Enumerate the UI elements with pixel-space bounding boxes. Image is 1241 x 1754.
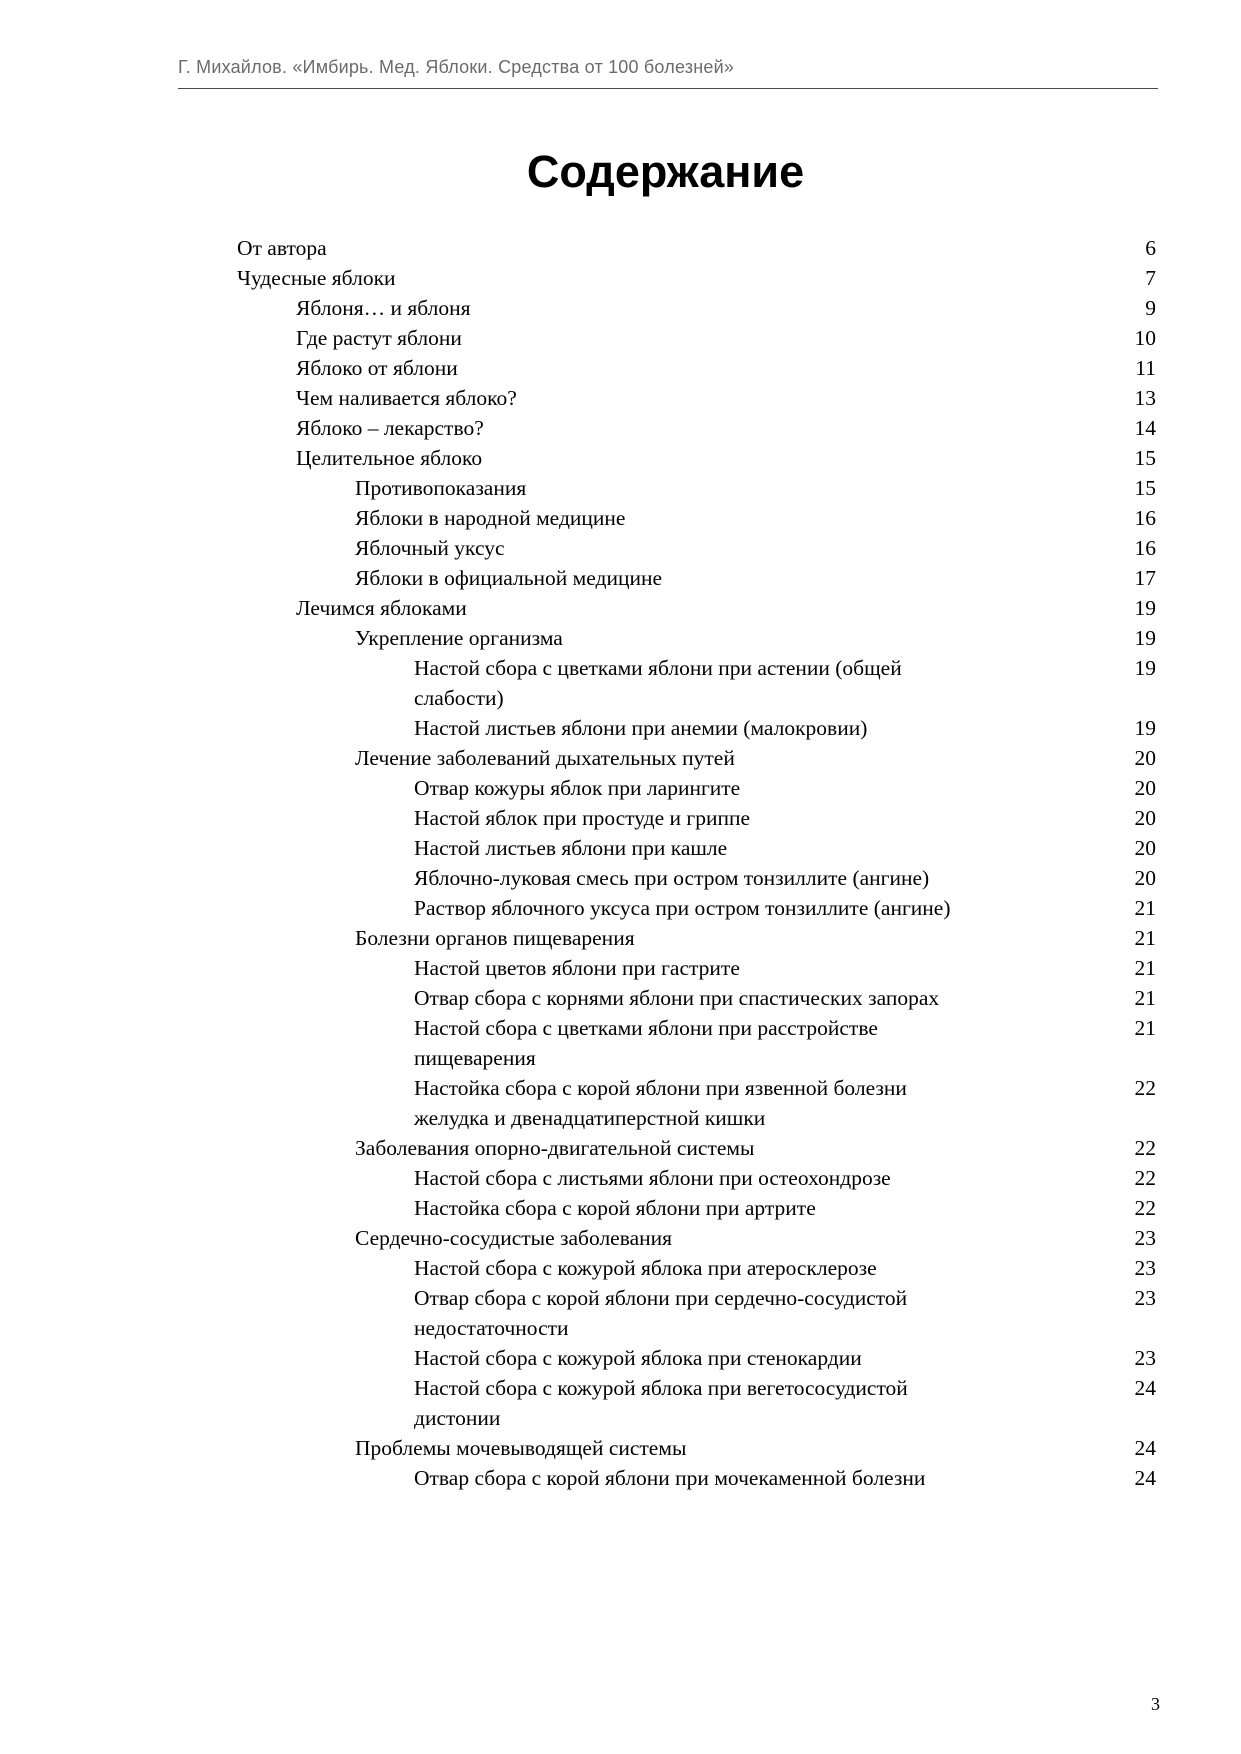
toc-entry[interactable]	[0, 653, 1241, 713]
toc-entry-text: Раствор яблочного уксуса при остром тонзиллите (ангине)	[414, 896, 951, 920]
toc-entry[interactable]	[0, 773, 1241, 803]
toc-entry-page: 16	[1134, 536, 1156, 560]
toc-entry-page: 23	[1134, 1256, 1156, 1280]
toc-entry[interactable]	[0, 1373, 1241, 1433]
toc-entry-text: Противопоказания	[355, 476, 527, 500]
toc-entry-page: 17	[1134, 566, 1156, 590]
toc-entry-text: Настой сбора с цветками яблони при расстройстве пищеварения	[414, 1016, 878, 1070]
toc-entry-page: 19	[1134, 656, 1156, 680]
toc-entry-text: Яблоки в официальной медицине	[355, 566, 663, 590]
toc-entry-text: Заболевания опорно-двигательной системы	[355, 1136, 755, 1160]
toc-entry-page: 10	[1134, 326, 1156, 350]
toc-entry[interactable]	[0, 383, 1241, 413]
toc-entry-text: Лечение заболеваний дыхательных путей	[355, 746, 735, 770]
toc-entry-text: Лечимся яблоками	[296, 596, 467, 620]
toc-entry[interactable]	[0, 473, 1241, 503]
toc-entry-text: Чудесные яблоки	[237, 266, 396, 290]
toc-entry[interactable]	[0, 593, 1241, 623]
toc-entry-text: Яблоки в народной медицине	[355, 506, 626, 530]
toc-entry-page: 19	[1134, 716, 1156, 740]
toc-entry-page: 19	[1134, 596, 1156, 620]
table-of-contents	[0, 233, 1241, 1493]
toc-entry-text: Яблоко от яблони	[296, 356, 458, 380]
toc-entry-page: 21	[1134, 926, 1156, 950]
toc-entry-page: 11	[1135, 356, 1156, 380]
toc-entry-page: 20	[1134, 836, 1156, 860]
toc-entry-page: 24	[1134, 1466, 1156, 1490]
toc-entry-page: 20	[1134, 746, 1156, 770]
running-header: Г. Михайлов. «Имбирь. Мед. Яблоки. Средства от 100 болезней»	[178, 57, 735, 77]
toc-entry-page: 21	[1134, 896, 1156, 920]
toc-entry-text: Настой сбора с листьями яблони при остеохондрозе	[414, 1166, 891, 1190]
toc-entry-text: Отвар сбора с корнями яблони при спастических запорах	[414, 986, 940, 1010]
toc-entry[interactable]	[0, 1343, 1241, 1373]
toc-entry-page: 22	[1134, 1196, 1156, 1220]
toc-entry-text: Настой сбора с кожурой яблока при атеросклерозе	[414, 1256, 877, 1280]
toc-entry-text: Отвар сбора с корой яблони при сердечно-сосудистой недостаточности	[414, 1286, 908, 1340]
toc-entry[interactable]	[0, 863, 1241, 893]
toc-entry[interactable]	[0, 1133, 1241, 1163]
toc-entry[interactable]	[0, 983, 1241, 1013]
toc-entry[interactable]	[0, 923, 1241, 953]
toc-entry-text: Яблоня… и яблоня	[296, 296, 471, 320]
page-title: Содержание	[526, 146, 805, 197]
toc-entry[interactable]	[0, 953, 1241, 983]
toc-entry-page: 24	[1134, 1376, 1156, 1400]
toc-entry-text: Яблоко – лекарство?	[296, 416, 484, 440]
toc-entry-page: 9	[1145, 296, 1156, 320]
toc-entry-text: Укрепление организма	[355, 626, 563, 650]
toc-entry[interactable]	[0, 1163, 1241, 1193]
toc-entry[interactable]	[0, 1283, 1241, 1343]
toc-entry-page: 13	[1134, 386, 1156, 410]
toc-entry[interactable]	[0, 893, 1241, 923]
toc-entry-text: Настой листьев яблони при анемии (малокровии)	[414, 716, 868, 740]
toc-entry[interactable]	[0, 263, 1241, 293]
toc-entry-text: Яблочно-луковая смесь при остром тонзиллите (ангине)	[414, 866, 930, 890]
toc-entry-page: 21	[1134, 1016, 1156, 1040]
toc-entry-text: Настой сбора с цветками яблони при астении (общей слабости)	[414, 656, 902, 710]
toc-entry-text: Сердечно-сосудистые заболевания	[355, 1226, 673, 1250]
toc-entry-page: 15	[1134, 446, 1156, 470]
toc-entry-page: 23	[1134, 1226, 1156, 1250]
toc-entry-page: 23	[1134, 1286, 1156, 1310]
header-rule	[178, 88, 1158, 89]
toc-entry[interactable]	[0, 713, 1241, 743]
toc-entry[interactable]	[0, 803, 1241, 833]
toc-entry[interactable]	[0, 1463, 1241, 1493]
toc-entry[interactable]	[0, 353, 1241, 383]
toc-entry-text: Настой сбора с кожурой яблока при вегетососудистой дистонии	[414, 1376, 908, 1430]
toc-entry[interactable]	[0, 743, 1241, 773]
toc-entry[interactable]	[0, 1193, 1241, 1223]
toc-entry-page: 20	[1134, 806, 1156, 830]
toc-entry-text: Чем наливается яблоко?	[296, 386, 517, 410]
toc-entry-page: 22	[1134, 1076, 1156, 1100]
page-number: 3	[1151, 1694, 1160, 1714]
toc-entry-page: 15	[1134, 476, 1156, 500]
toc-entry-page: 14	[1134, 416, 1156, 440]
toc-entry[interactable]	[0, 1433, 1241, 1463]
toc-entry-page: 7	[1145, 266, 1156, 290]
toc-entry-text: Настой цветов яблони при гастрите	[414, 956, 740, 980]
toc-entry-page: 21	[1134, 956, 1156, 980]
toc-entry[interactable]	[0, 563, 1241, 593]
toc-entry-text: От автора	[237, 236, 327, 260]
toc-entry-text: Настойка сбора с корой яблони при артрите	[414, 1196, 816, 1220]
toc-entry-page: 24	[1134, 1436, 1156, 1460]
toc-entry-text: Настой яблок при простуде и гриппе	[414, 806, 751, 830]
toc-entry[interactable]	[0, 1253, 1241, 1283]
toc-entry[interactable]	[0, 833, 1241, 863]
toc-entry-page: 6	[1145, 236, 1156, 260]
toc-entry-page: 20	[1134, 776, 1156, 800]
toc-entry-page: 21	[1134, 986, 1156, 1010]
toc-entry[interactable]	[0, 323, 1241, 353]
toc-entry[interactable]	[0, 1223, 1241, 1253]
toc-entry[interactable]	[0, 413, 1241, 443]
toc-entry[interactable]	[0, 293, 1241, 323]
toc-entry-page: 19	[1134, 626, 1156, 650]
toc-entry-text: Отвар сбора с корой яблони при мочекаменной болезни	[414, 1466, 926, 1490]
toc-entry-page: 22	[1134, 1136, 1156, 1160]
toc-entry-page: 23	[1134, 1346, 1156, 1370]
toc-entry-text: Отвар кожуры яблок при ларингите	[414, 776, 741, 800]
toc-entry[interactable]	[0, 1013, 1241, 1073]
toc-entry-text: Яблочный уксус	[355, 536, 505, 560]
toc-entry[interactable]	[0, 533, 1241, 563]
toc-entry-text: Настой сбора с кожурой яблока при стенокардии	[414, 1346, 862, 1370]
toc-entry[interactable]	[0, 503, 1241, 533]
toc-entry-text: Где растут яблони	[296, 326, 462, 350]
toc-entry-text: Настойка сбора с корой яблони при язвенной болезни желудка и двенадцатиперстной кишки	[414, 1076, 907, 1130]
toc-entry-page: 16	[1134, 506, 1156, 530]
toc-entry-text: Болезни органов пищеварения	[355, 926, 635, 950]
toc-entry-text: Проблемы мочевыводящей системы	[355, 1436, 687, 1460]
toc-entry[interactable]	[0, 233, 1241, 263]
toc-entry-page: 22	[1134, 1166, 1156, 1190]
toc-entry[interactable]	[0, 623, 1241, 653]
toc-entry-page: 20	[1134, 866, 1156, 890]
toc-entry-text: Целительное яблоко	[296, 446, 483, 470]
toc-entry[interactable]	[0, 443, 1241, 473]
toc-entry[interactable]	[0, 1073, 1241, 1133]
toc-entry-text: Настой листьев яблони при кашле	[414, 836, 728, 860]
